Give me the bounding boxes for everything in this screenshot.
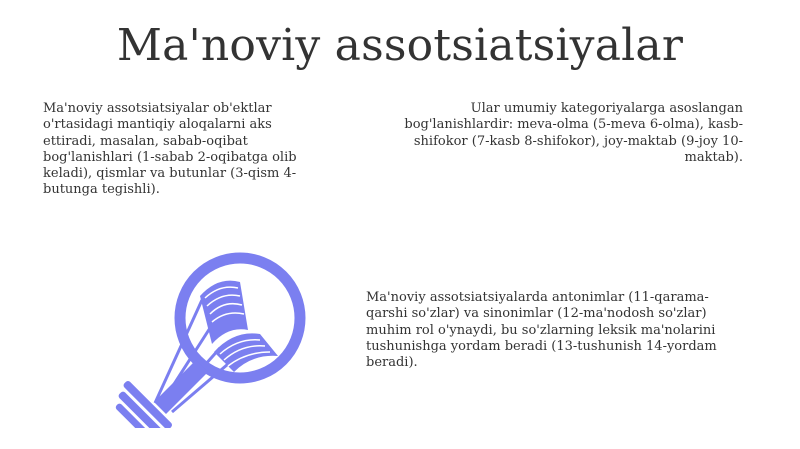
paragraph-causal: Ma'noviy assotsiatsiyalar ob'ektlar o'rtasidagi mantiqiy aloqalarni aks ettiradi, masalan, sabab-oqibat bog'lanishlari (1-sabab 2-oqibatga olib keladi), qismlar va butunlar (3-qism 4-butunga tegishli). [43, 101, 297, 198]
lightbulb-book-icon [100, 248, 310, 428]
paragraph-categories: Ular umumiy kategoriyalarga asoslangan bog'lanishlardir: meva-olma (5-meva 6-olma), kasb-shifokor (7-kasb 8-shifokor), joy-maktab (9-joy 10-maktab). [404, 101, 743, 165]
slide-title: Ma'noviy assotsiatsiyalar [116, 20, 684, 71]
paragraph-antonyms-synonyms: Ma'noviy assotsiatsiyalarda antonimlar (11-qarama-qarshi so'zlar) va sinonimlar (12-ma'nodosh so'zlar) muhim rol o'ynaydi, bu so'zlarning leksik ma'nolarini tushunishga yordam beradi (13-tushunish 14-yordam beradi). [366, 290, 717, 371]
